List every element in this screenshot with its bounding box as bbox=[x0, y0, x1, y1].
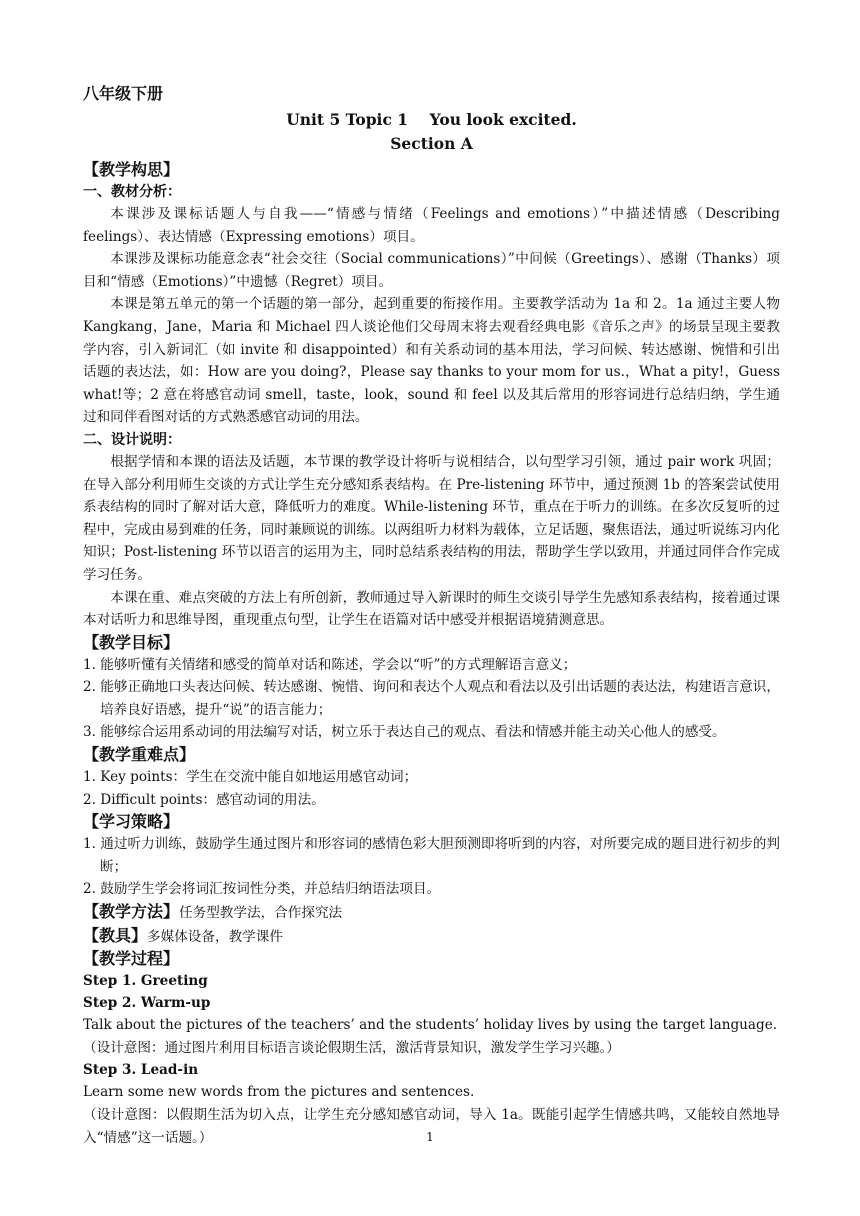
lesson-title: Unit 5 Topic 1 You look excited. bbox=[286, 110, 577, 129]
grade-label: 八年级下册 bbox=[83, 84, 164, 103]
process-heading: 【教学过程】 bbox=[83, 949, 180, 969]
method-text: 任务型教学法，合作探究法 bbox=[179, 905, 343, 922]
analysis-paragraph-2: 本课涉及课标功能意念表“社会交往（Social communications）”中问候（Greetings）、感谢（Thanks）项目和“情感（Emotions）”中遗憾（Regret）项目。 bbox=[83, 251, 780, 290]
strategy-item: 2. 鼓励学生学会将词汇按词性分类，并总结归纳语法项目。 bbox=[83, 881, 441, 898]
keypoint-item: 1. Key points：学生在交流中能自如地运用感官动词； bbox=[83, 769, 418, 786]
explain-paragraph-2: 本课在重、难点突破的方法上有所创新，教师通过导入新课时的师生交谈引导学生先感知系表结构，接着通过课本对话听力和思维导图，重现重点句型，让学生在语篇对话中感受并根据语境猜测意思。 bbox=[83, 589, 780, 629]
step-3-note: （设计意图：以假期生活为切入点，让学生充分感知感官动词，导入 1a。既能引起学生情感共鸣，又能较自然地导入“情感”这一话题。） bbox=[83, 1107, 780, 1146]
step-1-heading: Step 1. Greeting bbox=[83, 973, 208, 990]
goal-item: 2. 能够正确地口头表达问候、转达感谢、惋惜、询问和表达个人观点和看法以及引出话题的表达法，构建语言意识，培养良好语感，提升“说”的语言能力； bbox=[83, 679, 780, 718]
strategy-item: 1. 通过听力训练，鼓励学生通过图片和形容词的感情色彩大胆预测即将听到的内容，对所要完成的题目进行初步的判断； bbox=[83, 836, 780, 875]
tools-heading: 【教具】 bbox=[83, 925, 148, 945]
explain-paragraph-1: 根据学情和本课的语法及话题，本节课的教学设计将听与说相结合，以句型学习引领，通过 pair work 巩固；在导入部分利用师生交谈的方式让学生充分感知系表结构。在 Pre-listening 环节中，通过预测 1b 的答案尝试使用系表结构的同时了解对话大意，降低听力的难度。While-listening 环节，重点在于听力的训练。在多次反复听的过程中，完成由易到难的任务，同时兼顾说的训练。以两组听力材料为载体，立足话题，聚焦语法，通过听说练习内化知识；Post-listening 环节以语言的运用为主，同时总结系表结构的用法，帮助学生学以致用，并通过同伴合作完成学习任务。 bbox=[83, 453, 780, 583]
strategy-heading: 【学习策略】 bbox=[83, 812, 180, 832]
method-line bbox=[83, 901, 780, 925]
goal-item: 3. 能够综合运用系动词的用法编写对话，树立乐于表达自己的观点、看法和情感并能主动关心他人的感受。 bbox=[83, 724, 726, 741]
step-2-note: （设计意图：通过图片利用目标语言谈论假期生活，激活背景知识，激发学生学习兴趣。） bbox=[83, 1039, 620, 1056]
analysis-paragraph-1: 本课涉及课标话题人与自我——“情感与情绪（Feelings and emotions）”中描述情感（Describing feelings）、表达情感（Expressing emotions）项目。 bbox=[83, 206, 780, 245]
step-3-text: Learn some new words from the pictures and sentences. bbox=[83, 1084, 475, 1101]
explain-heading: 二、设计说明： bbox=[83, 431, 181, 448]
method-heading: 【教学方法】 bbox=[83, 902, 180, 922]
keypoints-heading: 【教学重难点】 bbox=[83, 745, 196, 765]
goals-heading: 【教学目标】 bbox=[83, 632, 180, 652]
page-number: 1 bbox=[426, 1130, 434, 1144]
tools-line bbox=[83, 925, 780, 949]
step-3-heading: Step 3. Lead-in bbox=[83, 1062, 199, 1079]
keypoint-item: 2. Difficult points：感官动词的用法。 bbox=[83, 791, 325, 808]
section-title: Section A bbox=[390, 134, 473, 153]
analysis-paragraph-3: 本课是第五单元的第一个话题的第一部分，起到重要的衔接作用。主要教学活动为 1a 和 2。1a 通过主要人物 Kangkang，Jane，Maria 和 Michael 四人谈论他们父母周末将去观看经典电影《音乐之声》的场景呈现主要教学内容，引入新词汇（如 invite 和 disappointed）和有关系动词的基本用法，学习问候、转达感谢、惋惜和引出话题的表达法，如：How are you doing?，Please say thanks to your mom for us.，What a pity!，Guess what!等；2 意在将感官动词 smell，taste，look，sound 和 feel 以及其后常用的形容词进行总结归纳，学生通过和同伴看图对话的方式熟悉感官动词的用法。 bbox=[83, 296, 780, 426]
step-2-heading: Step 2. Warm-up bbox=[83, 995, 211, 1012]
goal-item: 1. 能够听懂有关情绪和感受的简单对话和陈述，学会以“听”的方式理解语言意义； bbox=[83, 656, 577, 673]
page-content bbox=[83, 82, 780, 1149]
step-2-text: Talk about the pictures of the teachers’ and the students’ holiday lives by using the target language. bbox=[83, 1017, 778, 1034]
design-heading: 【教学构思】 bbox=[83, 160, 180, 179]
analysis-heading: 一、教材分析： bbox=[83, 184, 181, 200]
tools-text: 多媒体设备，教学课件 bbox=[147, 928, 283, 945]
